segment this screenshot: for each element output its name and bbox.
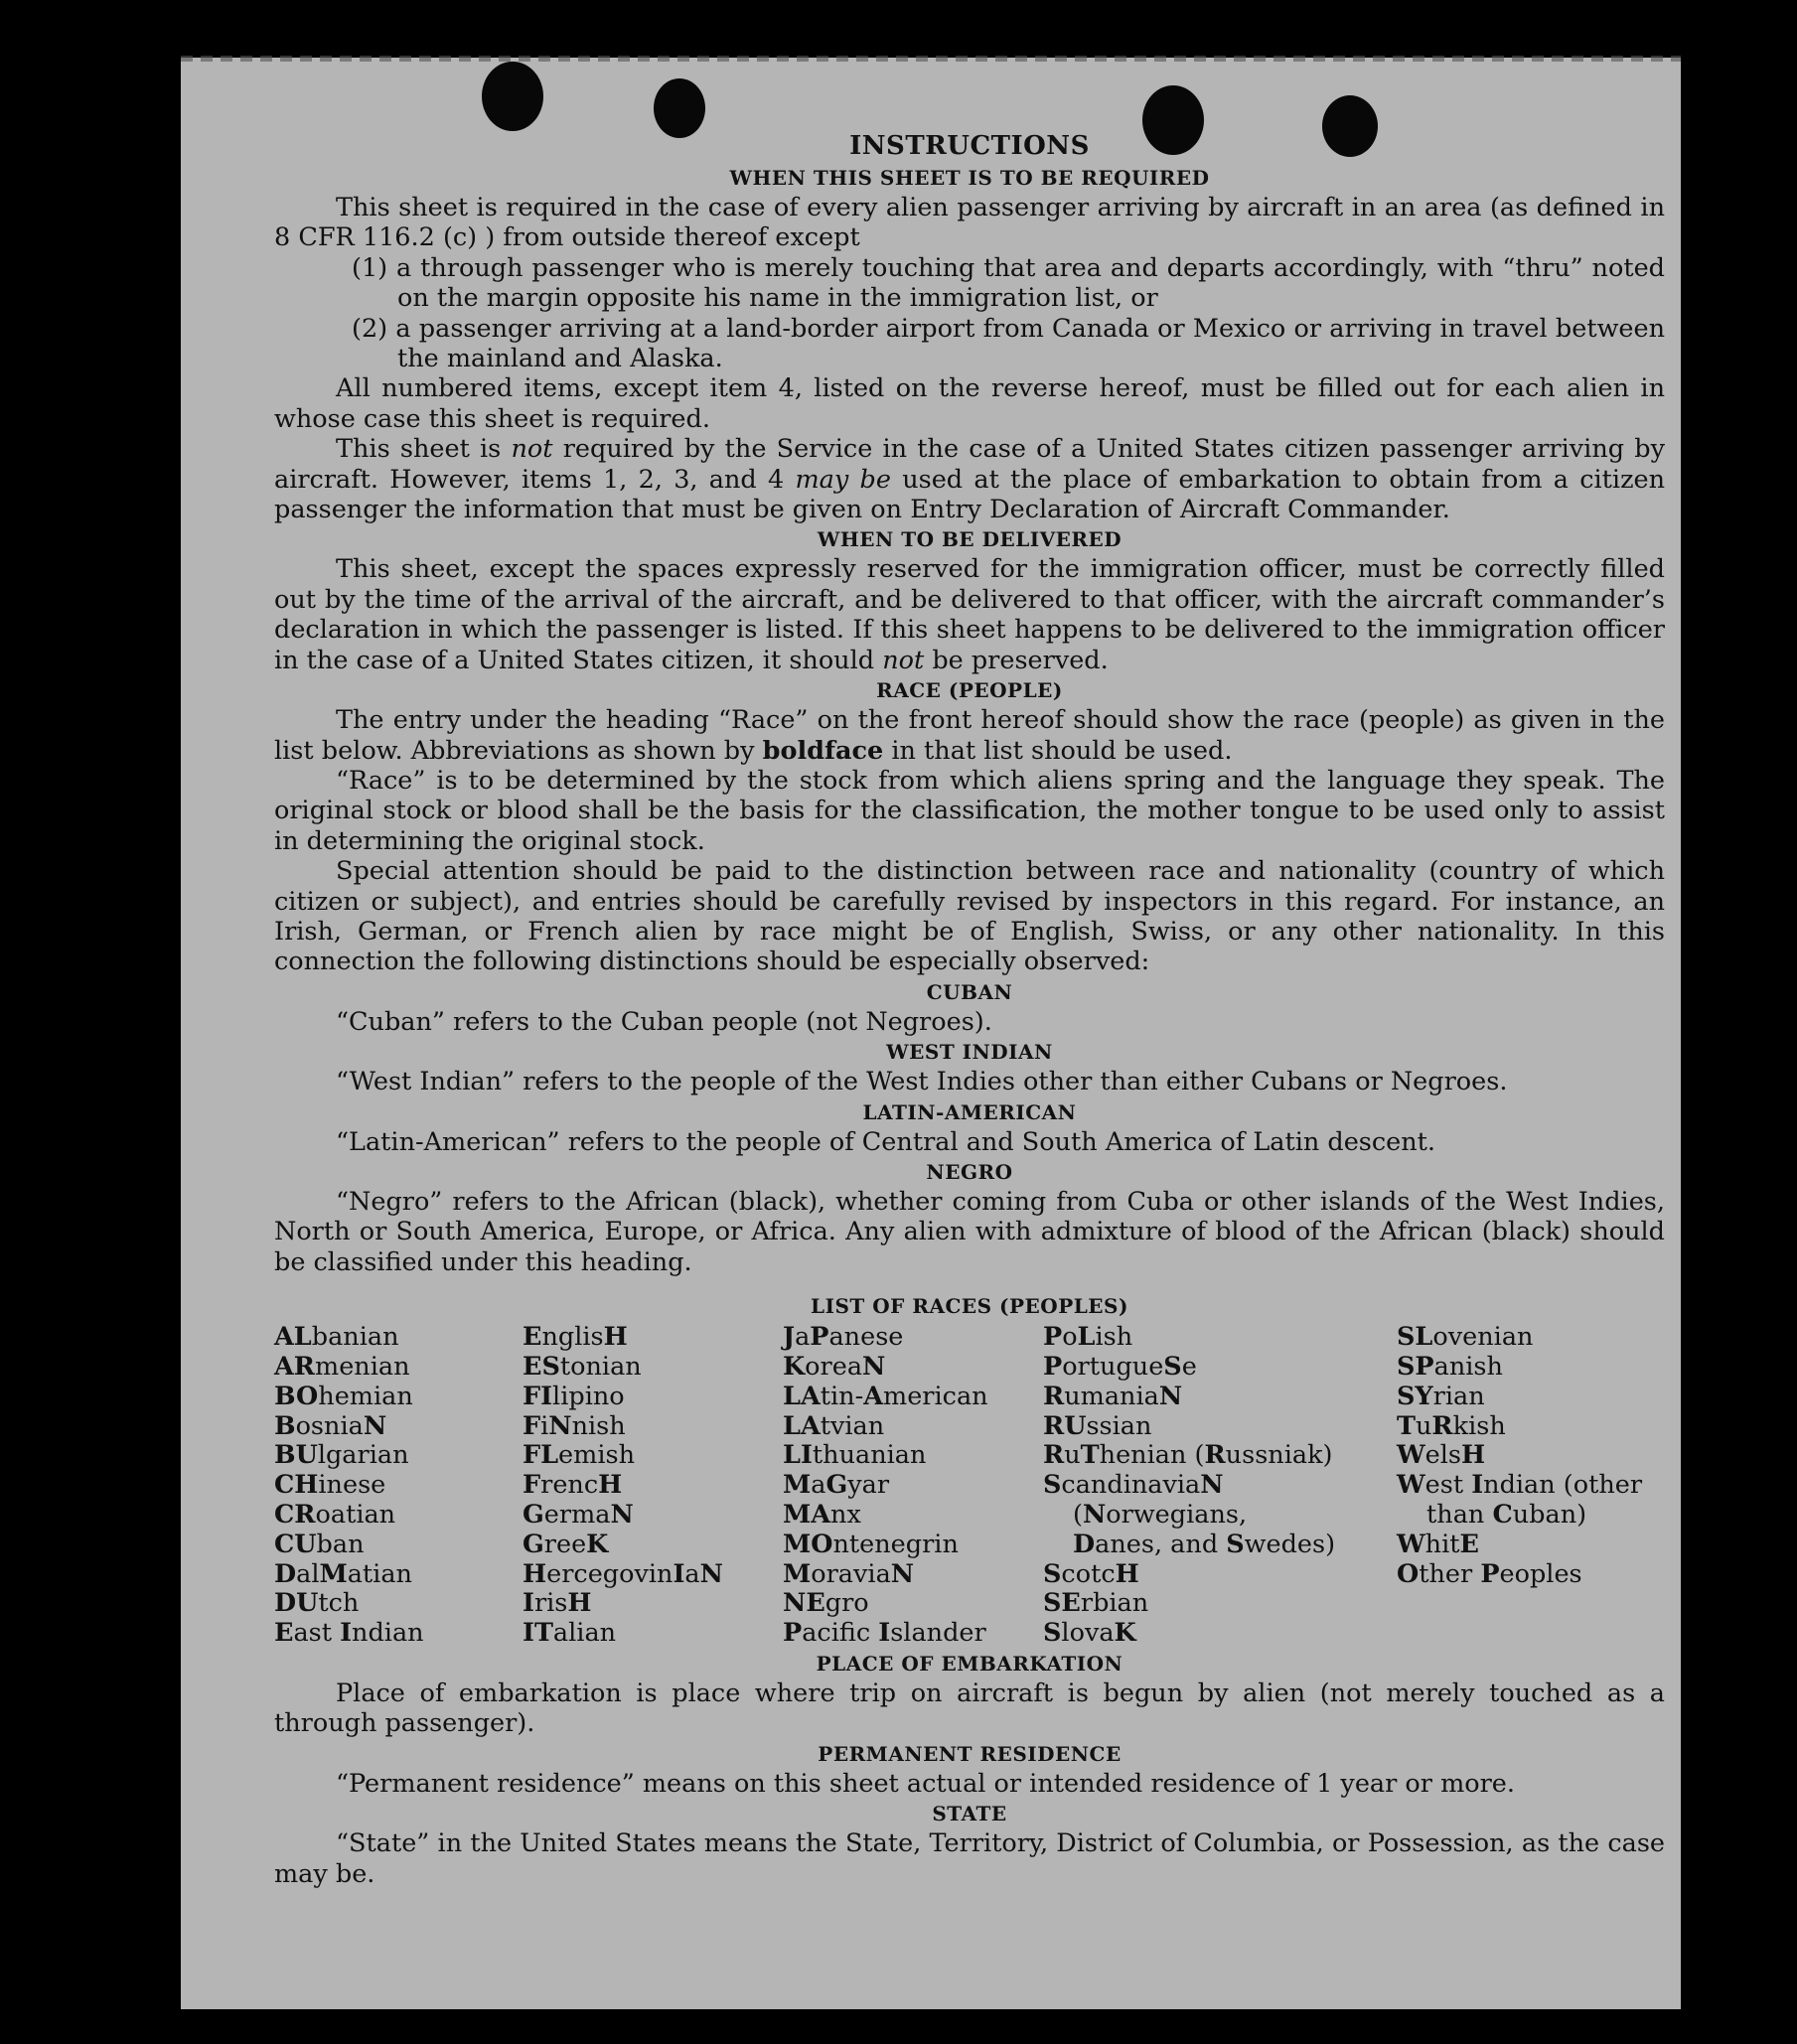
paragraph: “Cuban” refers to the Cuban people (not Negroes). <box>336 1006 992 1037</box>
race-item: ARmenian <box>274 1351 410 1382</box>
race-item: ScandinaviaN (Norwegians, Danes, and Swedes) <box>1043 1470 1336 1559</box>
paragraph: “West Indian” refers to the people of the West Indies other than either Cubans or Negroes. <box>336 1067 1508 1097</box>
document-page <box>181 58 1681 2009</box>
race-item: BUlgarian <box>274 1440 409 1471</box>
section-heading: NEGRO <box>926 1159 1013 1184</box>
race-column <box>523 1323 783 1649</box>
race-item: WhitE <box>1397 1529 1479 1559</box>
race-item: SlovaK <box>1043 1618 1136 1649</box>
race-item: BOhemian <box>274 1381 413 1411</box>
page-title: INSTRUCTIONS <box>849 131 1090 161</box>
paragraph: “Negro” refers to the African (black), whether coming from Cuba or other islands of the West Indies, North or South America, Europe, or Africa. Any alien with admixture of blood of the African (black) should be classified under this heading. <box>274 1186 1665 1277</box>
race-item: PoLish <box>1043 1322 1133 1353</box>
race-item: MOntenegrin <box>783 1529 959 1559</box>
race-item: NEgro <box>783 1588 869 1619</box>
section-heading: STATE <box>932 1802 1007 1826</box>
race-item: GermaN <box>523 1499 634 1530</box>
paragraph: All numbered items, except item 4, listed on the reverse hereof, must be filled out for each alien in whose case this sheet is required. <box>274 373 1665 434</box>
section-heading: WHEN TO BE DELIVERED <box>817 527 1123 552</box>
race-item: East Indian <box>274 1618 424 1649</box>
race-item: RuThenian (Russniak) <box>1043 1440 1333 1471</box>
race-item: LAtvian <box>783 1410 885 1441</box>
race-item: CUban <box>274 1529 365 1559</box>
section-heading: PLACE OF EMBARKATION <box>816 1651 1123 1676</box>
race-item: KoreaN <box>783 1351 886 1382</box>
paragraph: Place of embarkation is place where trip on aircraft is begun by alien (not merely touched as a through passenger). <box>274 1678 1665 1739</box>
section-heading: LIST OF RACES (PEOPLES) <box>811 1294 1128 1319</box>
race-item: RUssian <box>1043 1410 1152 1441</box>
section-heading: WEST INDIAN <box>886 1040 1053 1065</box>
paragraph: This sheet is required in the case of every alien passenger arriving by aircraft in an area (as defined in 8 CFR 116.2 (c) ) from outside thereof except <box>274 193 1665 253</box>
race-column <box>274 1323 523 1649</box>
punch-hole <box>482 62 543 131</box>
paragraph: “Latin-American” refers to the people of Central and South America of Latin descent. <box>336 1126 1436 1157</box>
race-item: West Indian (other than Cuban) <box>1397 1470 1643 1530</box>
race-item: SLovenian <box>1397 1322 1534 1353</box>
race-item: LAtin-American <box>783 1381 988 1411</box>
race-item: FiNnish <box>523 1410 626 1441</box>
race-item: ITalian <box>523 1618 617 1649</box>
section-heading: LATIN-AMERICAN <box>862 1099 1077 1124</box>
paragraph: This sheet is not required by the Service in the case of a United States citizen passenger arriving by aircraft. However, items 1, 2, 3, and 4 may be used at the place of embarkation to obtain from a citizen passenger the information that must be given on Entry Declaration of Aircraft Commander. <box>274 434 1666 525</box>
race-list <box>274 1323 1665 1649</box>
section-heading: CUBAN <box>926 979 1013 1004</box>
race-item: MAnx <box>783 1499 861 1530</box>
paragraph: “State” in the United States means the State, Territory, District of Columbia, or Possession, as the case may be. <box>274 1828 1665 1889</box>
race-item: PortugueSe <box>1043 1351 1197 1382</box>
race-item: TuRkish <box>1397 1410 1506 1441</box>
race-item: HercegovinIaN <box>523 1558 723 1589</box>
paragraph: “Permanent residence” means on this sheet actual or intended residence of 1 year or more. <box>336 1768 1515 1799</box>
list-item: (1) a through passenger who is merely touching that area and departs accordingly, with “thru” noted on the margin opposite his name in the immigration list, or <box>352 252 1665 314</box>
paragraph: “Race” is to be determined by the stock from which aliens spring and the language they speak. The original stock or blood shall be the basis for the classification, the mother tongue to be used only to assist in determining the original stock. <box>274 765 1665 856</box>
race-item: FIlipino <box>523 1381 625 1411</box>
race-item: EStonian <box>523 1351 642 1382</box>
race-item: SErbian <box>1043 1588 1149 1619</box>
perforated-edge <box>181 56 1681 62</box>
list-item: (2) a passenger arriving at a land-border airport from Canada or Mexico or arriving in travel between the mainland and Alaska. <box>352 313 1665 374</box>
section-heading: WHEN THIS SHEET IS TO BE REQUIRED <box>729 166 1210 190</box>
paragraph: The entry under the heading “Race” on the front hereof should show the race (people) as given in the list below. Abbreviations as shown by boldface in that list should be used. <box>274 705 1665 766</box>
race-item: SYrian <box>1397 1381 1485 1411</box>
race-item: Other Peoples <box>1397 1558 1582 1589</box>
section-heading: RACE (PEOPLE) <box>876 678 1063 703</box>
race-item: SPanish <box>1397 1351 1503 1382</box>
race-item: LIthuanian <box>783 1440 927 1471</box>
race-column <box>1397 1323 1665 1649</box>
race-item: ALbanian <box>274 1322 399 1353</box>
race-item: ScotcH <box>1043 1558 1139 1589</box>
race-item: FrencH <box>523 1470 623 1501</box>
race-item: Pacifc Islander <box>783 1618 986 1649</box>
race-item: WelsH <box>1397 1440 1486 1471</box>
race-item: RumaniaN <box>1043 1381 1183 1411</box>
race-item: FLemish <box>523 1440 636 1471</box>
race-item: EnglisH <box>523 1322 628 1353</box>
paragraph: This sheet, except the spaces expressly reserved for the immigration officer, must be correctly filled out by the time of the arrival of the aircraft, and be delivered to that officer, with the aircraft commander’s declaration in which the passenger is listed. If this sheet happens to be delivered to the immigration officer in the case of a United States citizen, it should not be preserved. <box>274 554 1665 675</box>
instructions-content <box>274 129 1665 1889</box>
race-item: MoraviaN <box>783 1558 915 1589</box>
race-item: BosniaN <box>274 1410 387 1441</box>
race-column <box>1043 1323 1341 1649</box>
race-item: DUtch <box>274 1588 360 1619</box>
race-column <box>783 1323 1043 1649</box>
race-item: GreeK <box>523 1529 609 1559</box>
race-item: CRoatian <box>274 1499 396 1530</box>
race-item: DalMatian <box>274 1558 412 1589</box>
race-item: IrisH <box>523 1588 592 1619</box>
race-item: CHinese <box>274 1470 386 1501</box>
race-item: JaPanese <box>783 1322 904 1353</box>
paragraph: Special attention should be paid to the distinction between race and nationality (country of which citizen or subject), and entries should be carefully revised by inspectors in this regard. For instance, an Irish, German, or French alien by race might be of English, Swiss, or any other nationality. In this connection the following distinctions should be especially observed: <box>274 856 1665 977</box>
section-heading: PERMANENT RESIDENCE <box>818 1741 1122 1766</box>
race-item: MaGyar <box>783 1470 890 1501</box>
